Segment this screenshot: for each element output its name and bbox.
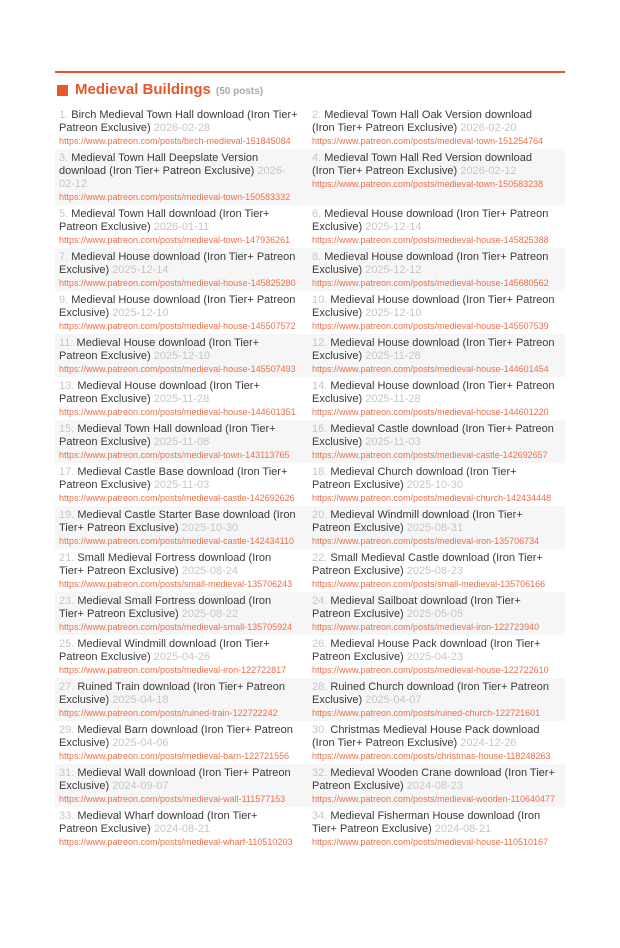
- post-title-line: [312, 294, 555, 320]
- post-date: 2025-11-28: [153, 392, 210, 405]
- post-date: 2024-09-07: [112, 779, 169, 792]
- post-number: 1.: [59, 108, 69, 121]
- post-number: 12.: [312, 336, 328, 349]
- post-title-line: [312, 638, 555, 664]
- post-item: [55, 764, 308, 807]
- post-item: [308, 291, 565, 334]
- post-date: 2025-11-28: [365, 392, 421, 405]
- post-number: 34.: [312, 809, 328, 822]
- post-number: 6.: [312, 207, 322, 220]
- post-title: Medieval House Pack download (Iron Tier+ Patreon Exclusive): [312, 637, 541, 663]
- post-link[interactable]: https://www.patreon.com/posts/medieval-town-143113765: [59, 449, 290, 460]
- post-date: 2026-02-20: [460, 121, 517, 134]
- post-item: [308, 506, 565, 549]
- post-title: Medieval Windmill download (Iron Tier+ Patreon Exclusive): [312, 508, 523, 534]
- post-date: 2025-04-18: [112, 693, 169, 706]
- post-title-line: [59, 767, 298, 793]
- post-title-line: [59, 681, 298, 707]
- post-date: 2025-12-14: [365, 220, 422, 233]
- post-title-line: [312, 810, 555, 836]
- post-date: 2024-12-26: [460, 736, 517, 749]
- post-title: Medieval Castle Base download (Iron Tier+ Patreon Exclusive): [59, 465, 288, 491]
- post-item: [308, 764, 565, 807]
- post-title-line: [312, 681, 555, 707]
- post-item: [308, 334, 565, 377]
- post-number: 33.: [59, 809, 75, 822]
- post-title: Christmas Medieval House Pack download (Iron Tier+ Patreon Exclusive): [312, 723, 540, 749]
- post-link[interactable]: https://www.patreon.com/posts/medieval-wooden-110640477: [312, 793, 555, 804]
- post-link[interactable]: https://www.patreon.com/posts/medieval-iron-135706734: [312, 535, 540, 546]
- post-link[interactable]: https://www.patreon.com/posts/small-medieval-135706166: [312, 578, 546, 589]
- post-item: [308, 592, 565, 635]
- post-link[interactable]: https://www.patreon.com/posts/medieval-house-145507539: [312, 320, 549, 331]
- post-title: Ruined Train download (Iron Tier+ Patreon Exclusive): [59, 680, 285, 706]
- post-title: Medieval House download (Iron Tier+ Patreon Exclusive): [312, 207, 549, 233]
- post-number: 23.: [59, 594, 75, 607]
- post-item: [308, 635, 565, 678]
- post-title: Medieval House download (Iron Tier+ Patreon Exclusive): [59, 250, 296, 276]
- post-link[interactable]: https://www.patreon.com/posts/medieval-town-151254764: [312, 135, 544, 146]
- post-link[interactable]: https://www.patreon.com/posts/medieval-house-144601220: [312, 406, 549, 417]
- post-title: Medieval Fisherman House download (Iron Tier+ Patreon Exclusive): [312, 809, 541, 835]
- post-title-line: [59, 294, 298, 320]
- post-date: 2024-08-21: [153, 822, 211, 835]
- post-link[interactable]: https://www.patreon.com/posts/medieval-town-147936261: [59, 234, 291, 245]
- post-link[interactable]: https://www.patreon.com/posts/medieval-house-145680562: [312, 277, 549, 288]
- post-title-line: [59, 208, 298, 234]
- post-number: 8.: [312, 250, 322, 263]
- post-title-line: [59, 810, 298, 836]
- post-number: 5.: [59, 207, 69, 220]
- post-number: 25.: [59, 637, 75, 650]
- post-link[interactable]: https://www.patreon.com/posts/medieval-house-144601351: [59, 406, 296, 417]
- post-date: 2025-11-08: [153, 435, 210, 448]
- post-title-line: [59, 595, 298, 621]
- post-number: 14.: [312, 379, 328, 392]
- post-number: 10.: [312, 293, 328, 306]
- post-link[interactable]: https://www.patreon.com/posts/birch-medieval-151845084: [59, 135, 291, 146]
- post-title-line: [312, 337, 555, 363]
- post-title-line: [59, 109, 298, 135]
- section-header: [57, 82, 565, 99]
- post-date: 2026-01-11: [153, 220, 210, 233]
- post-title-line: [312, 509, 555, 535]
- post-count-badge: (50 posts): [215, 85, 264, 97]
- post-number: 17.: [59, 465, 75, 478]
- post-title: Medieval Town Hall download (Iron Tier+ Patreon Exclusive): [59, 207, 270, 233]
- post-item: [308, 420, 565, 463]
- post-date: 2025-04-26: [153, 650, 211, 663]
- post-title: Medieval Sailboat download (Iron Tier+ Patreon Exclusive): [312, 594, 521, 620]
- post-date: 2026-02-28: [153, 121, 211, 134]
- post-date: 2025-08-31: [406, 521, 464, 534]
- post-title: Medieval Castle Starter Base download (Iron Tier+ Patreon Exclusive): [59, 508, 296, 534]
- post-link[interactable]: https://www.patreon.com/posts/medieval-castle-142434110: [59, 535, 294, 546]
- post-title-line: [312, 767, 555, 793]
- post-link[interactable]: https://www.patreon.com/posts/medieval-wharf-110510203: [59, 836, 293, 847]
- post-title: Medieval House download (Iron Tier+ Patreon Exclusive): [312, 250, 549, 276]
- post-title: Medieval House download (Iron Tier+ Patreon Exclusive): [59, 336, 260, 362]
- post-item: [308, 248, 565, 291]
- post-link[interactable]: https://www.patreon.com/posts/medieval-house-145507493: [59, 363, 296, 374]
- post-title: Medieval Wall download (Iron Tier+ Patreon Exclusive): [59, 766, 291, 792]
- post-title: Small Medieval Castle download (Iron Tier+ Patreon Exclusive): [312, 551, 543, 577]
- post-title-line: [59, 380, 298, 406]
- post-date: 2024-08-21: [434, 822, 492, 835]
- post-link[interactable]: https://www.patreon.com/posts/medieval-wall-111577153: [59, 793, 286, 804]
- post-link[interactable]: https://www.patreon.com/posts/medieval-iron-122722817: [59, 664, 287, 675]
- post-number: 24.: [312, 594, 328, 607]
- post-item: [55, 149, 308, 205]
- post-date: 2025-04-07: [365, 693, 422, 706]
- post-date: 2024-08-23: [406, 779, 464, 792]
- post-item: [308, 205, 565, 248]
- post-number: 26.: [312, 637, 328, 650]
- post-number: 16.: [312, 422, 328, 435]
- post-item: [308, 463, 565, 506]
- post-title: Medieval Town Hall download (Iron Tier+ Patreon Exclusive): [59, 422, 276, 448]
- post-date: 2025-04-23: [406, 650, 464, 663]
- page-container: [55, 71, 565, 850]
- post-item: [308, 549, 565, 592]
- post-link[interactable]: https://www.patreon.com/posts/medieval-house-145825388: [312, 234, 549, 245]
- post-title-line: [312, 251, 555, 277]
- post-number: 9.: [59, 293, 69, 306]
- post-number: 3.: [59, 151, 69, 164]
- post-number: 19.: [59, 508, 75, 521]
- post-item: [55, 506, 308, 549]
- post-date: 2025-11-28: [365, 349, 421, 362]
- post-title: Medieval House download (Iron Tier+ Patreon Exclusive): [312, 379, 555, 405]
- post-link[interactable]: https://www.patreon.com/posts/christmas-house-118248263: [312, 750, 551, 761]
- post-title-line: [59, 423, 298, 449]
- post-item: [55, 377, 308, 420]
- post-title: Small Medieval Fortress download (Iron Tier+ Patreon Exclusive): [59, 551, 272, 577]
- post-link[interactable]: https://www.patreon.com/posts/medieval-barn-122721556: [59, 750, 290, 761]
- post-date: 2025-11-03: [365, 435, 421, 448]
- post-number: 13.: [59, 379, 75, 392]
- post-date: 2025-10-30: [406, 478, 464, 491]
- post-number: 27.: [59, 680, 75, 693]
- post-item: [55, 463, 308, 506]
- post-title-line: [59, 152, 298, 191]
- post-link[interactable]: https://www.patreon.com/posts/medieval-house-145825280: [59, 277, 296, 288]
- post-number: 32.: [312, 766, 328, 779]
- post-number: 21.: [59, 551, 75, 564]
- post-title-line: [312, 423, 555, 449]
- post-title: Medieval House download (Iron Tier+ Patreon Exclusive): [59, 293, 296, 319]
- post-item: [55, 807, 308, 850]
- post-title: Medieval Small Fortress download (Iron Tier+ Patreon Exclusive): [59, 594, 272, 620]
- post-number: 18.: [312, 465, 328, 478]
- post-item: [55, 334, 308, 377]
- post-item: [55, 248, 308, 291]
- post-item: [55, 291, 308, 334]
- post-title-line: [59, 251, 298, 277]
- post-date: 2025-12-10: [365, 306, 422, 319]
- post-title-line: [59, 337, 298, 363]
- post-number: 22.: [312, 551, 328, 564]
- post-title: Medieval Town Hall Deepslate Version download (Iron Tier+ Patreon Exclusive): [59, 151, 259, 177]
- post-title-line: [59, 509, 298, 535]
- post-item: [308, 807, 565, 850]
- post-item: [308, 149, 565, 205]
- post-list: [55, 106, 565, 850]
- post-title-line: [312, 109, 555, 135]
- post-date: 2025-08-24: [181, 564, 239, 577]
- post-number: 4.: [312, 151, 322, 164]
- post-item: [308, 377, 565, 420]
- post-number: 11.: [59, 336, 74, 349]
- post-date: 2025-05-05: [406, 607, 464, 620]
- post-link[interactable]: https://www.patreon.com/posts/medieval-town-150583332: [59, 191, 291, 202]
- post-date: 2026-02-12: [59, 164, 286, 190]
- section-divider: [55, 71, 565, 73]
- post-link[interactable]: https://www.patreon.com/posts/medieval-house-145507572: [59, 320, 296, 331]
- post-title: Medieval Wharf download (Iron Tier+ Patreon Exclusive): [59, 809, 258, 835]
- post-item: [55, 635, 308, 678]
- post-date: 2025-10-30: [181, 521, 239, 534]
- post-title-line: [59, 724, 298, 750]
- post-title: Medieval Town Hall Red Version download (Iron Tier+ Patreon Exclusive): [312, 151, 532, 177]
- post-link[interactable]: https://www.patreon.com/posts/small-medieval-135706243: [59, 578, 293, 589]
- post-title: Medieval House download (Iron Tier+ Patreon Exclusive): [312, 293, 555, 319]
- post-date: 2025-12-12: [365, 263, 422, 276]
- post-date: 2026-02-12: [460, 164, 517, 177]
- post-link[interactable]: https://www.patreon.com/posts/ruined-church-122721601: [312, 707, 541, 718]
- post-date: 2025-08-23: [406, 564, 464, 577]
- post-item: [55, 678, 308, 721]
- post-title: Medieval Barn download (Iron Tier+ Patreon Exclusive): [59, 723, 293, 749]
- post-title-line: [312, 380, 555, 406]
- post-number: 31.: [59, 766, 75, 779]
- section-marker-icon: [57, 85, 68, 96]
- post-title-line: [312, 724, 555, 750]
- post-link[interactable]: https://www.patreon.com/posts/medieval-castle-142692626: [59, 492, 295, 503]
- post-title-line: [59, 466, 298, 492]
- post-link[interactable]: https://www.patreon.com/posts/medieval-town-150583238: [312, 178, 544, 189]
- post-title: Medieval Town Hall Oak Version download (Iron Tier+ Patreon Exclusive): [312, 108, 532, 134]
- post-title: Medieval Castle download (Iron Tier+ Patreon Exclusive): [312, 422, 554, 448]
- post-date: 2025-12-14: [112, 263, 169, 276]
- post-title-line: [312, 552, 555, 578]
- post-title: Medieval Windmill download (Iron Tier+ Patreon Exclusive): [59, 637, 270, 663]
- post-title: Medieval House download (Iron Tier+ Patreon Exclusive): [312, 336, 555, 362]
- post-link[interactable]: https://www.patreon.com/posts/medieval-castle-142692657: [312, 449, 548, 460]
- post-item: [55, 721, 308, 764]
- post-title-line: [312, 466, 555, 492]
- post-link[interactable]: https://www.patreon.com/posts/medieval-small-135705924: [59, 621, 293, 632]
- post-title-line: [312, 208, 555, 234]
- post-item: [55, 549, 308, 592]
- post-number: 2.: [312, 108, 322, 121]
- post-item: [55, 106, 308, 149]
- post-item: [308, 106, 565, 149]
- post-title-line: [59, 638, 298, 664]
- post-item: [55, 592, 308, 635]
- post-link[interactable]: https://www.patreon.com/posts/medieval-house-144601454: [312, 363, 549, 374]
- post-link[interactable]: https://www.patreon.com/posts/ruined-train-122722242: [59, 707, 278, 718]
- post-number: 28.: [312, 680, 328, 693]
- post-title: Medieval Wooden Crane download (Iron Tier+ Patreon Exclusive): [312, 766, 555, 792]
- post-title-line: [59, 552, 298, 578]
- post-link[interactable]: https://www.patreon.com/posts/medieval-church-142434448: [312, 492, 552, 503]
- post-link[interactable]: https://www.patreon.com/posts/medieval-iron-122723940: [312, 621, 540, 632]
- post-title-line: [312, 595, 555, 621]
- post-number: 15.: [59, 422, 75, 435]
- post-link[interactable]: https://www.patreon.com/posts/medieval-house-110510167: [312, 836, 548, 847]
- post-date: 2025-08-22: [181, 607, 239, 620]
- post-title: Medieval House download (Iron Tier+ Patreon Exclusive): [59, 379, 260, 405]
- post-number: 7.: [59, 250, 69, 263]
- post-date: 2025-04-06: [112, 736, 169, 749]
- post-title: Ruined Church download (Iron Tier+ Patreon Exclusive): [312, 680, 549, 706]
- post-title: Birch Medieval Town Hall download (Iron Tier+ Patreon Exclusive): [59, 108, 298, 134]
- post-link[interactable]: https://www.patreon.com/posts/medieval-house-122722610: [312, 664, 549, 675]
- post-item: [55, 420, 308, 463]
- post-item: [55, 205, 308, 248]
- post-number: 30.: [312, 723, 328, 736]
- post-date: 2025-11-03: [153, 478, 210, 491]
- post-number: 20.: [312, 508, 328, 521]
- post-item: [308, 721, 565, 764]
- post-number: 29.: [59, 723, 75, 736]
- post-title-line: [312, 152, 555, 178]
- post-date: 2025-12-10: [112, 306, 169, 319]
- post-date: 2025-12-10: [153, 349, 211, 362]
- page-title: Medieval Buildings: [75, 81, 211, 98]
- post-title: Medieval Church download (Iron Tier+ Patreon Exclusive): [312, 465, 517, 491]
- post-item: [308, 678, 565, 721]
